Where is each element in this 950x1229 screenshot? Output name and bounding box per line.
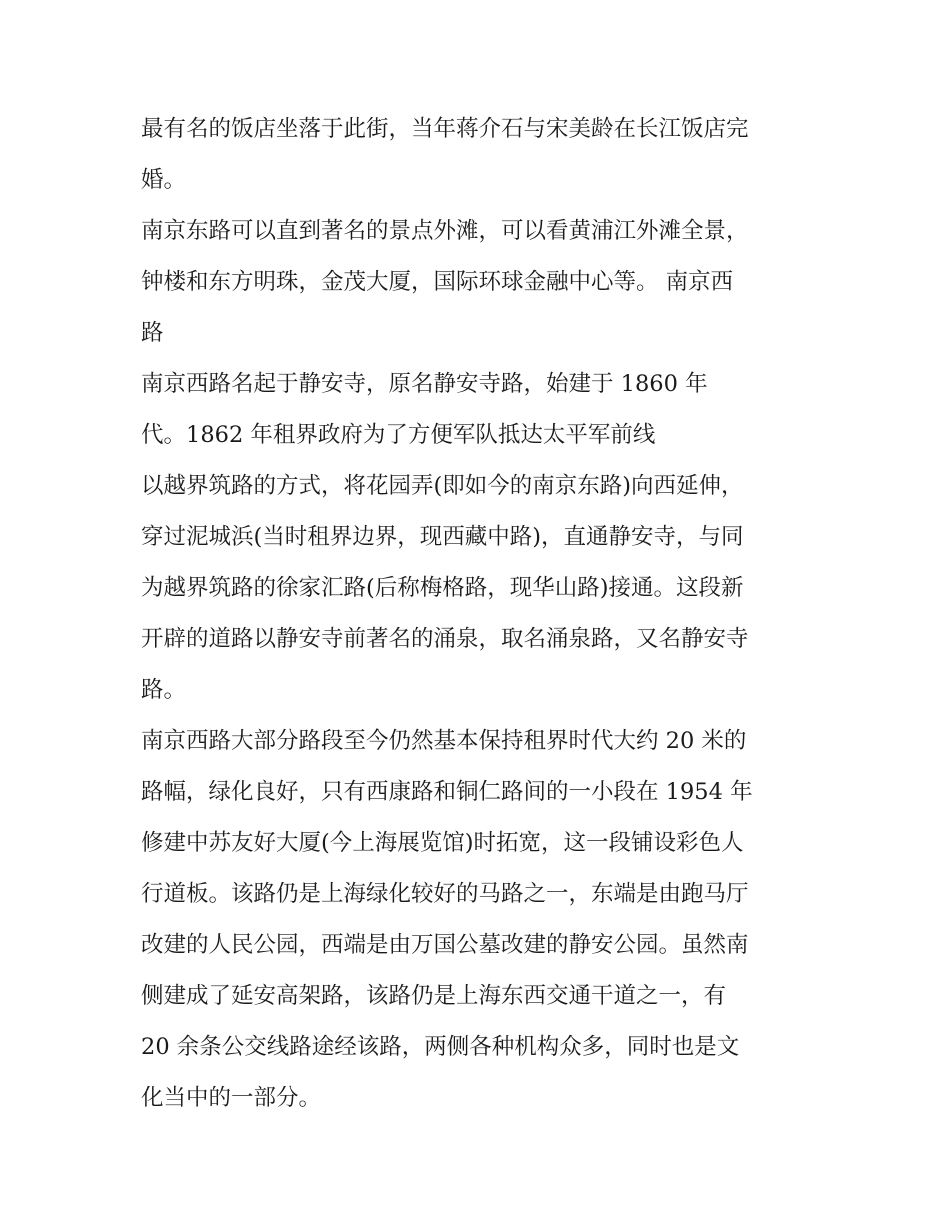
text-line: 以越界筑路的方式，将花园弄(即如今的南京东路)向西延伸， — [141, 473, 744, 499]
text-line: 路幅，绿化良好，只有西康路和铜仁路间的一小段在 1954 年 — [141, 779, 753, 805]
text-line: 钟楼和东方明珠，金茂大厦，国际环球金融中心等。 南京西 — [141, 269, 734, 295]
text-line: 20 余条公交线路途经该路，两侧各种机构众多，同时也是文 — [141, 1034, 740, 1060]
text-line: 改建的人民公园，西端是由万国公墓改建的静安公园。虽然南 — [141, 932, 749, 958]
text-line: 化当中的一部分。 — [141, 1085, 322, 1111]
text-line: 南京东路可以直到著名的景点外滩，可以看黄浦江外滩全景， — [141, 218, 749, 244]
text-line: 穿过泥城浜(当时租界边界，现西藏中路)，直通静安寺，与同 — [141, 524, 744, 550]
text-line: 路。 — [141, 677, 187, 703]
body-text — [141, 104, 821, 1124]
text-line: 代。1862 年租界政府为了方便军队抵达太平军前线 — [141, 422, 656, 448]
text-line: 婚。 — [141, 167, 187, 193]
text-line: 最有名的饭店坐落于此街，当年蒋介石与宋美龄在长江饭店完 — [141, 116, 749, 142]
text-line: 南京西路名起于静安寺，原名静安寺路，始建于 1860 年 — [141, 371, 708, 397]
text-line: 开辟的道路以静安寺前著名的涌泉，取名涌泉路，又名静安寺 — [141, 626, 749, 652]
text-line: 侧建成了延安高架路，该路仍是上海东西交通干道之一，有 — [141, 983, 727, 1009]
text-line: 修建中苏友好大厦(今上海展览馆)时拓宽，这一段铺设彩色人 — [141, 830, 744, 856]
text-line: 行道板。该路仍是上海绿化较好的马路之一，东端是由跑马厅 — [141, 881, 749, 907]
text-line: 为越界筑路的徐家汇路(后称梅格路，现华山路)接通。这段新 — [141, 575, 744, 601]
text-line: 南京西路大部分路段至今仍然基本保持租界时代大约 20 米的 — [141, 728, 747, 754]
text-line: 路 — [141, 320, 164, 346]
